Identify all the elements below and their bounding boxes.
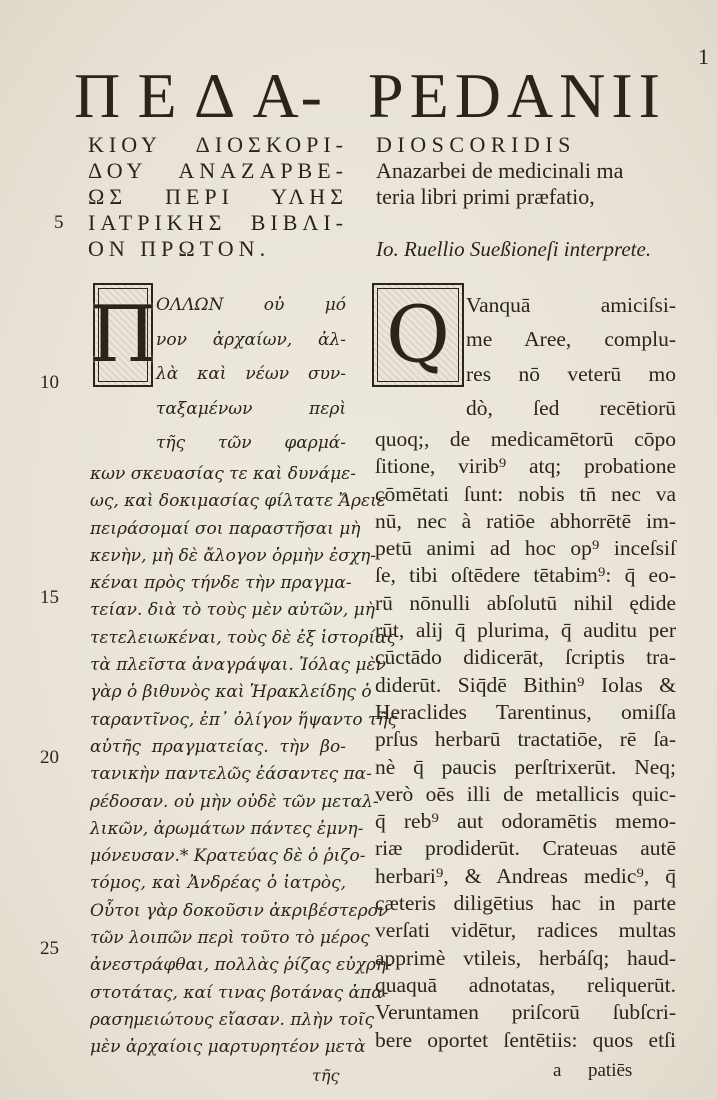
greek-text-line: αὐτῆς πραγματείας. τὴν βο- (90, 736, 346, 757)
greek-text-line: τανικὴν παντελῶς ἐάσαντες πα- (90, 764, 372, 785)
greek-text-line: ταξαμένων περὶ (156, 398, 346, 419)
greek-text-line: κων σκευασίας τε καὶ δυνάμε- (90, 464, 357, 484)
greek-subtitle (88, 132, 348, 262)
latin-title: PEDANII (368, 60, 666, 131)
line-number: 5 (54, 212, 64, 233)
greek-title-letter: Ε (137, 60, 179, 131)
greek-text-line: λικῶν, ἀρωμάτων πάντες ἐμνη- (90, 818, 364, 839)
greek-text-line: ρασημειώτους εἴασαν. πλὴν τοῖς (90, 1009, 375, 1030)
latin-text-line: nè q̄ paucis perſtrixerūt. Neq; (375, 754, 676, 779)
latin-text-line: Heraclides Tarentinus, omiſſa (375, 699, 676, 724)
greek-subtitle-line: ΙΑΤΡΙΚΗΣ ΒΙΒΛΙ- (88, 210, 348, 235)
latin-text-line: quoq;, de medicamētorū cōpo (375, 427, 676, 451)
latin-subtitle-line: teria libri primi præfatio, (376, 184, 595, 209)
greek-subtitle-line: ΚΙΟΥ ΔΙΟΣΚΟΡΙ- (88, 132, 348, 157)
greek-subtitle-line: ΩΣ ΠΕΡΙ ΥΛΗΣ (88, 184, 348, 209)
latin-text-line: dò, ſed recētiorū (466, 395, 676, 420)
latin-text-line: prſus herbarū tractatiōe, rē ſa- (375, 727, 676, 752)
greek-text-line: μόνευσαν.* Κρατεύας δὲ ὁ ῥιζο- (90, 846, 366, 867)
initial-letter: Q (386, 290, 450, 380)
greek-text-line: Οὗτοι γὰρ δοκοῦσιν ἀκριβέστερον (90, 900, 389, 921)
latin-text-line: verſati vidētur, radices multas (375, 918, 676, 943)
line-number: 20 (40, 747, 59, 768)
greek-text-line: τῆς τῶν φαρμά- (156, 433, 346, 453)
decorated-initial-q (372, 283, 464, 387)
latin-text-line: nū, nec à ratiōe abhorrētē im- (375, 508, 676, 533)
latin-text-line: cōmētati ſunt: nobis tn̄ nec va (375, 481, 676, 506)
latin-text-line: q̄ reb⁹ aut odoramētis memo- (375, 809, 676, 834)
latin-text-line: herbari⁹, & Andreas medic⁹, q̄ (375, 863, 676, 888)
greek-text-line: τετελειωκέναι, τοὺς δὲ ἐξ ἱστορίας (90, 627, 397, 648)
greek-text-line: γὰρ ὁ βιθυνὸς καὶ Ἡρακλείδης ὁ (90, 682, 372, 703)
latin-text-line: ſe, tibi oſtēdere tētabim⁹: q̄ eo- (375, 563, 676, 588)
greek-title (74, 62, 324, 130)
line-number: 25 (40, 938, 59, 959)
latin-text-line: cæteris diligētius hac in parte (375, 891, 676, 916)
greek-catchword: τῆς (312, 1066, 340, 1085)
latin-subtitle (376, 132, 652, 262)
greek-text-line: τῶν λοιπῶν περὶ τοῦτο τὸ μέρος (90, 928, 370, 949)
greek-text-line: τὰ πλεῖστα ἀναγράψαι. Ἰόλας μὲν (90, 655, 386, 676)
signature-mark: a (553, 1060, 562, 1081)
latin-text-line: cūctādo didicerāt, ſcriptis tra- (375, 645, 676, 670)
greek-initial-lines (156, 288, 346, 461)
greek-text-line: νον ἀρχαίων, ἀλ- (156, 329, 346, 350)
line-number: 10 (40, 372, 59, 393)
latin-text-line: riæ prodiderūt. Crateuas autē (375, 836, 676, 861)
greek-text-line: κενὴν, μὴ δὲ ἄλογον ὁρμὴν ἐσχη- (90, 545, 377, 566)
latin-subtitle-line: Anazarbei de medicinali ma (376, 158, 624, 183)
latin-catchword: patiēs (588, 1060, 633, 1081)
greek-text-line: πειράσομαί σοι παραστῆσαι μὴ (90, 518, 361, 539)
greek-text-line: λὰ καὶ νέων συν- (156, 364, 346, 384)
greek-text-line: μὲν ἀρχαίοις μαρτυρητέον μετὰ (90, 1037, 366, 1058)
greek-text-line: ρέδοσαν. οὐ μὴν οὐδὲ τῶν μεταλ- (90, 791, 379, 812)
greek-text-line: τόμος, καὶ Ἀνδρέας ὁ ἰατρὸς, (90, 873, 346, 894)
greek-text-column (90, 461, 398, 1062)
translator-credit: Io. Ruellio Sueßioneſi interprete. (376, 237, 652, 261)
latin-text-line: ſitione, virib⁹ atq; probatione (375, 454, 676, 479)
greek-subtitle-line: ΟΝ ΠΡΩΤΟΝ. (88, 236, 271, 261)
latin-subtitle-author: DIOSCORIDIS (376, 132, 576, 157)
latin-text-line: rūt, alij q̄ plurima, q̄ auditu per (375, 618, 676, 643)
greek-text-line: ἀνεστράφθαι, πολλὰς ῥίζας εὐχρη- (90, 955, 392, 976)
latin-text-line: verò oēs illi de metallicis quic- (375, 781, 676, 806)
latin-text-line: res nō veterū mo (466, 361, 676, 386)
greek-title-letter: Α- (252, 60, 324, 131)
latin-text-line: rū nōnulli abſolutū nihil ędide (375, 590, 676, 615)
latin-text-line: quaquā adnotatas, reliquerūt. (375, 972, 676, 997)
page-number: 1 (698, 44, 709, 69)
greek-title-letter: Δ (193, 60, 238, 131)
latin-text-line: petū animi ad hoc op⁹ inceſsiſ (375, 536, 676, 561)
decorated-initial-pi (88, 283, 158, 387)
initial-letter: Π (88, 290, 158, 380)
latin-text-line: diderūt. Siq̄dē Bithin⁹ Iolas & (375, 672, 676, 697)
greek-text-line: ΟΛΛΩΝ οὐ μό (156, 295, 346, 315)
latin-initial-lines (466, 288, 676, 425)
greek-text-line: ταραντῖνος, ἐπ᾽ ὀλίγον ἥψαντο τῆς (90, 709, 398, 730)
latin-text-line: me Aree, complu- (466, 327, 676, 352)
greek-text-line: στοτάτας, καί τινας βοτάνας ἀπα- (90, 982, 389, 1003)
greek-text-line: κέναι πρὸς τήνδε τὴν πραγμα- (90, 573, 352, 594)
line-number: 15 (40, 587, 59, 608)
latin-text-column (375, 426, 676, 1054)
latin-text-line: Vanquā amiciſsi- (466, 293, 676, 317)
greek-subtitle-line: ΔΟΥ ΑΝΑΖΑΡΒΕ- (88, 158, 348, 183)
latin-text-line: Veruntamen priſcorū ſubſcri- (375, 1000, 676, 1025)
greek-title-letter: Π (74, 60, 123, 131)
latin-text-line: bere oportet ſentētiis: quos etſi (375, 1027, 676, 1052)
greek-text-line: τείαν. διὰ τὸ τοὺς μὲν αὐτῶν, μὴ (90, 600, 375, 621)
latin-text-line: apprimè vtileis, herbáſq; haud- (375, 945, 676, 970)
greek-text-line: ως, καὶ δοκιμασίας φίλτατε Ἄρειε (90, 491, 386, 512)
